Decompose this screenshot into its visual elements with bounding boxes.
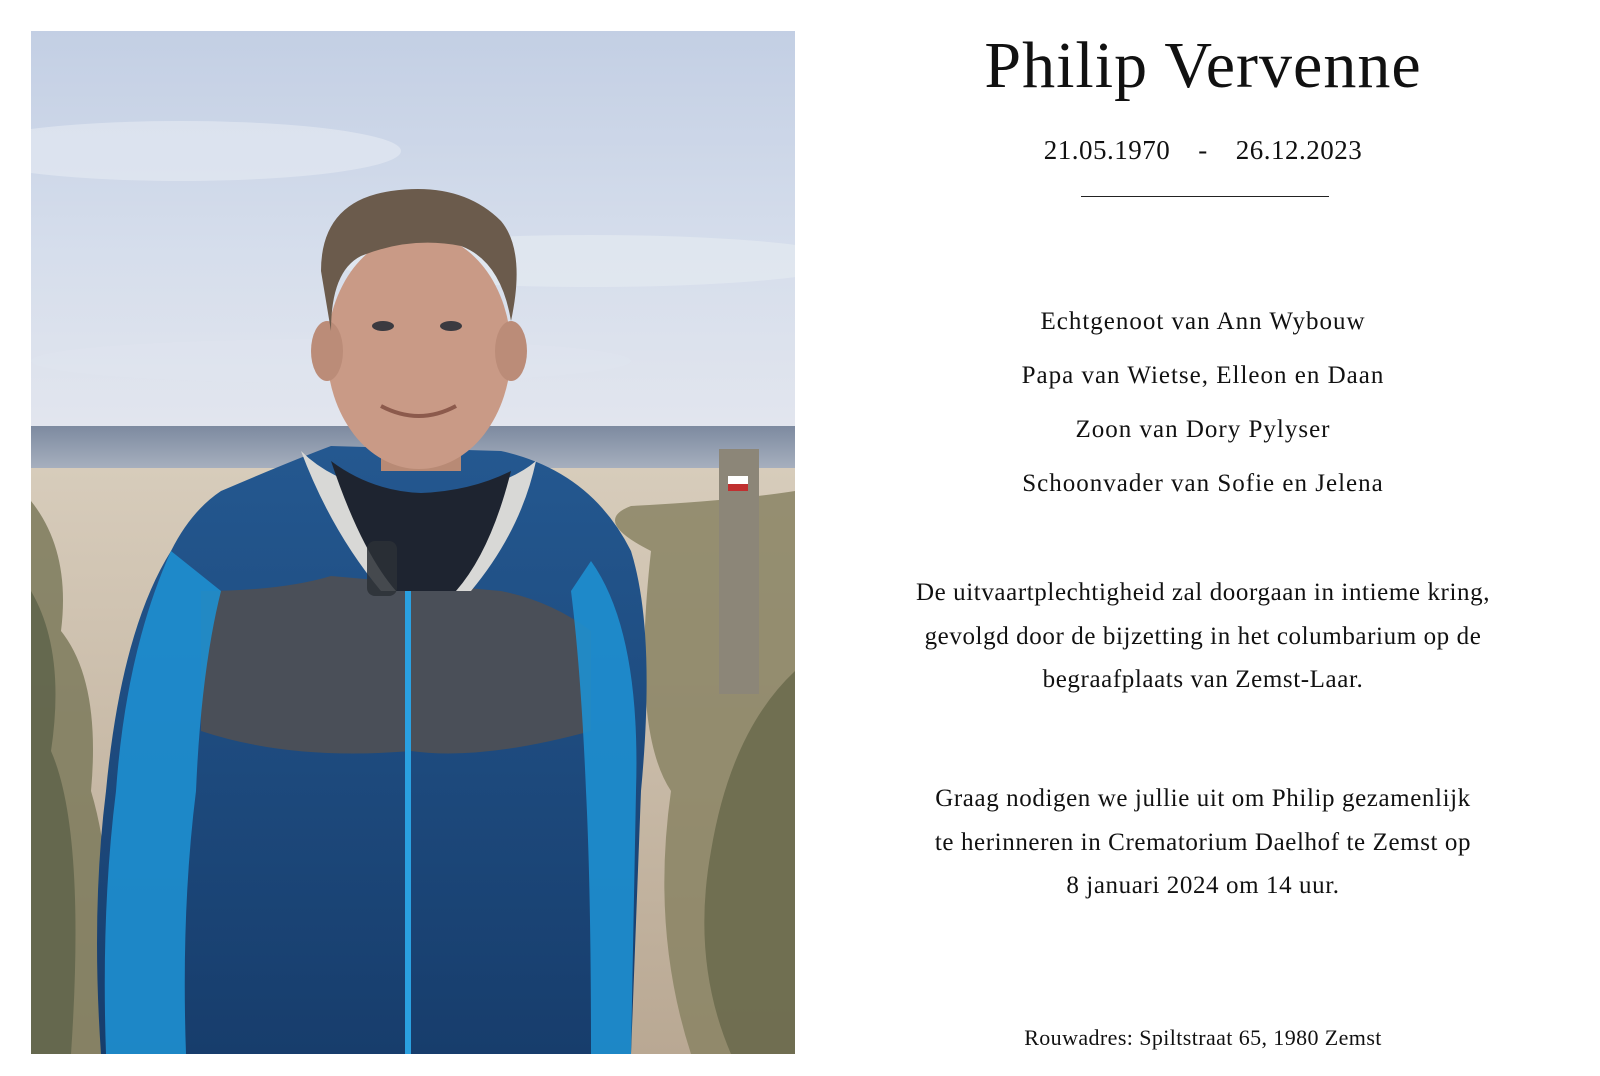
portrait-photo (31, 31, 795, 1054)
divider-line (1081, 196, 1329, 197)
ceremony-paragraph (882, 571, 1524, 702)
date-separator: - (1198, 135, 1208, 165)
birth-date: 21.05.1970 (1043, 135, 1171, 165)
relation-line: Zoon van Dory Pylyser (1075, 416, 1331, 443)
obituary-text-column (862, 0, 1544, 1076)
death-date: 26.12.2023 (1235, 135, 1363, 165)
mourning-address: Rouwadres: Spiltstraat 65, 1980 Zemst (1024, 1025, 1382, 1050)
invitation-line: Graag nodigen we jullie uit om Philip gezamenlijk (935, 785, 1471, 812)
life-dates (862, 132, 1544, 168)
ceremony-line: gevolgd door de bijzetting in het columbarium op de (924, 622, 1482, 650)
invitation-line: te herinneren in Crematorium Daelhof te Zemst op (934, 828, 1472, 856)
relations-list (862, 295, 1544, 511)
relation-line: Schoonvader van Sofie en Jelena (1022, 470, 1384, 497)
deceased-name: Philip Vervenne (984, 29, 1422, 102)
invitation-line: 8 januari 2024 om 14 uur. (1066, 872, 1340, 899)
relation-line: Papa van Wietse, Elleon en Daan (1021, 362, 1385, 389)
invitation-paragraph (882, 777, 1524, 908)
relation-line: Echtgenoot van Ann Wybouw (1040, 308, 1366, 335)
ceremony-line: begraafplaats van Zemst-Laar. (1042, 666, 1364, 693)
ceremony-line: De uitvaartplechtigheid zal doorgaan in intieme kring, (915, 579, 1491, 606)
